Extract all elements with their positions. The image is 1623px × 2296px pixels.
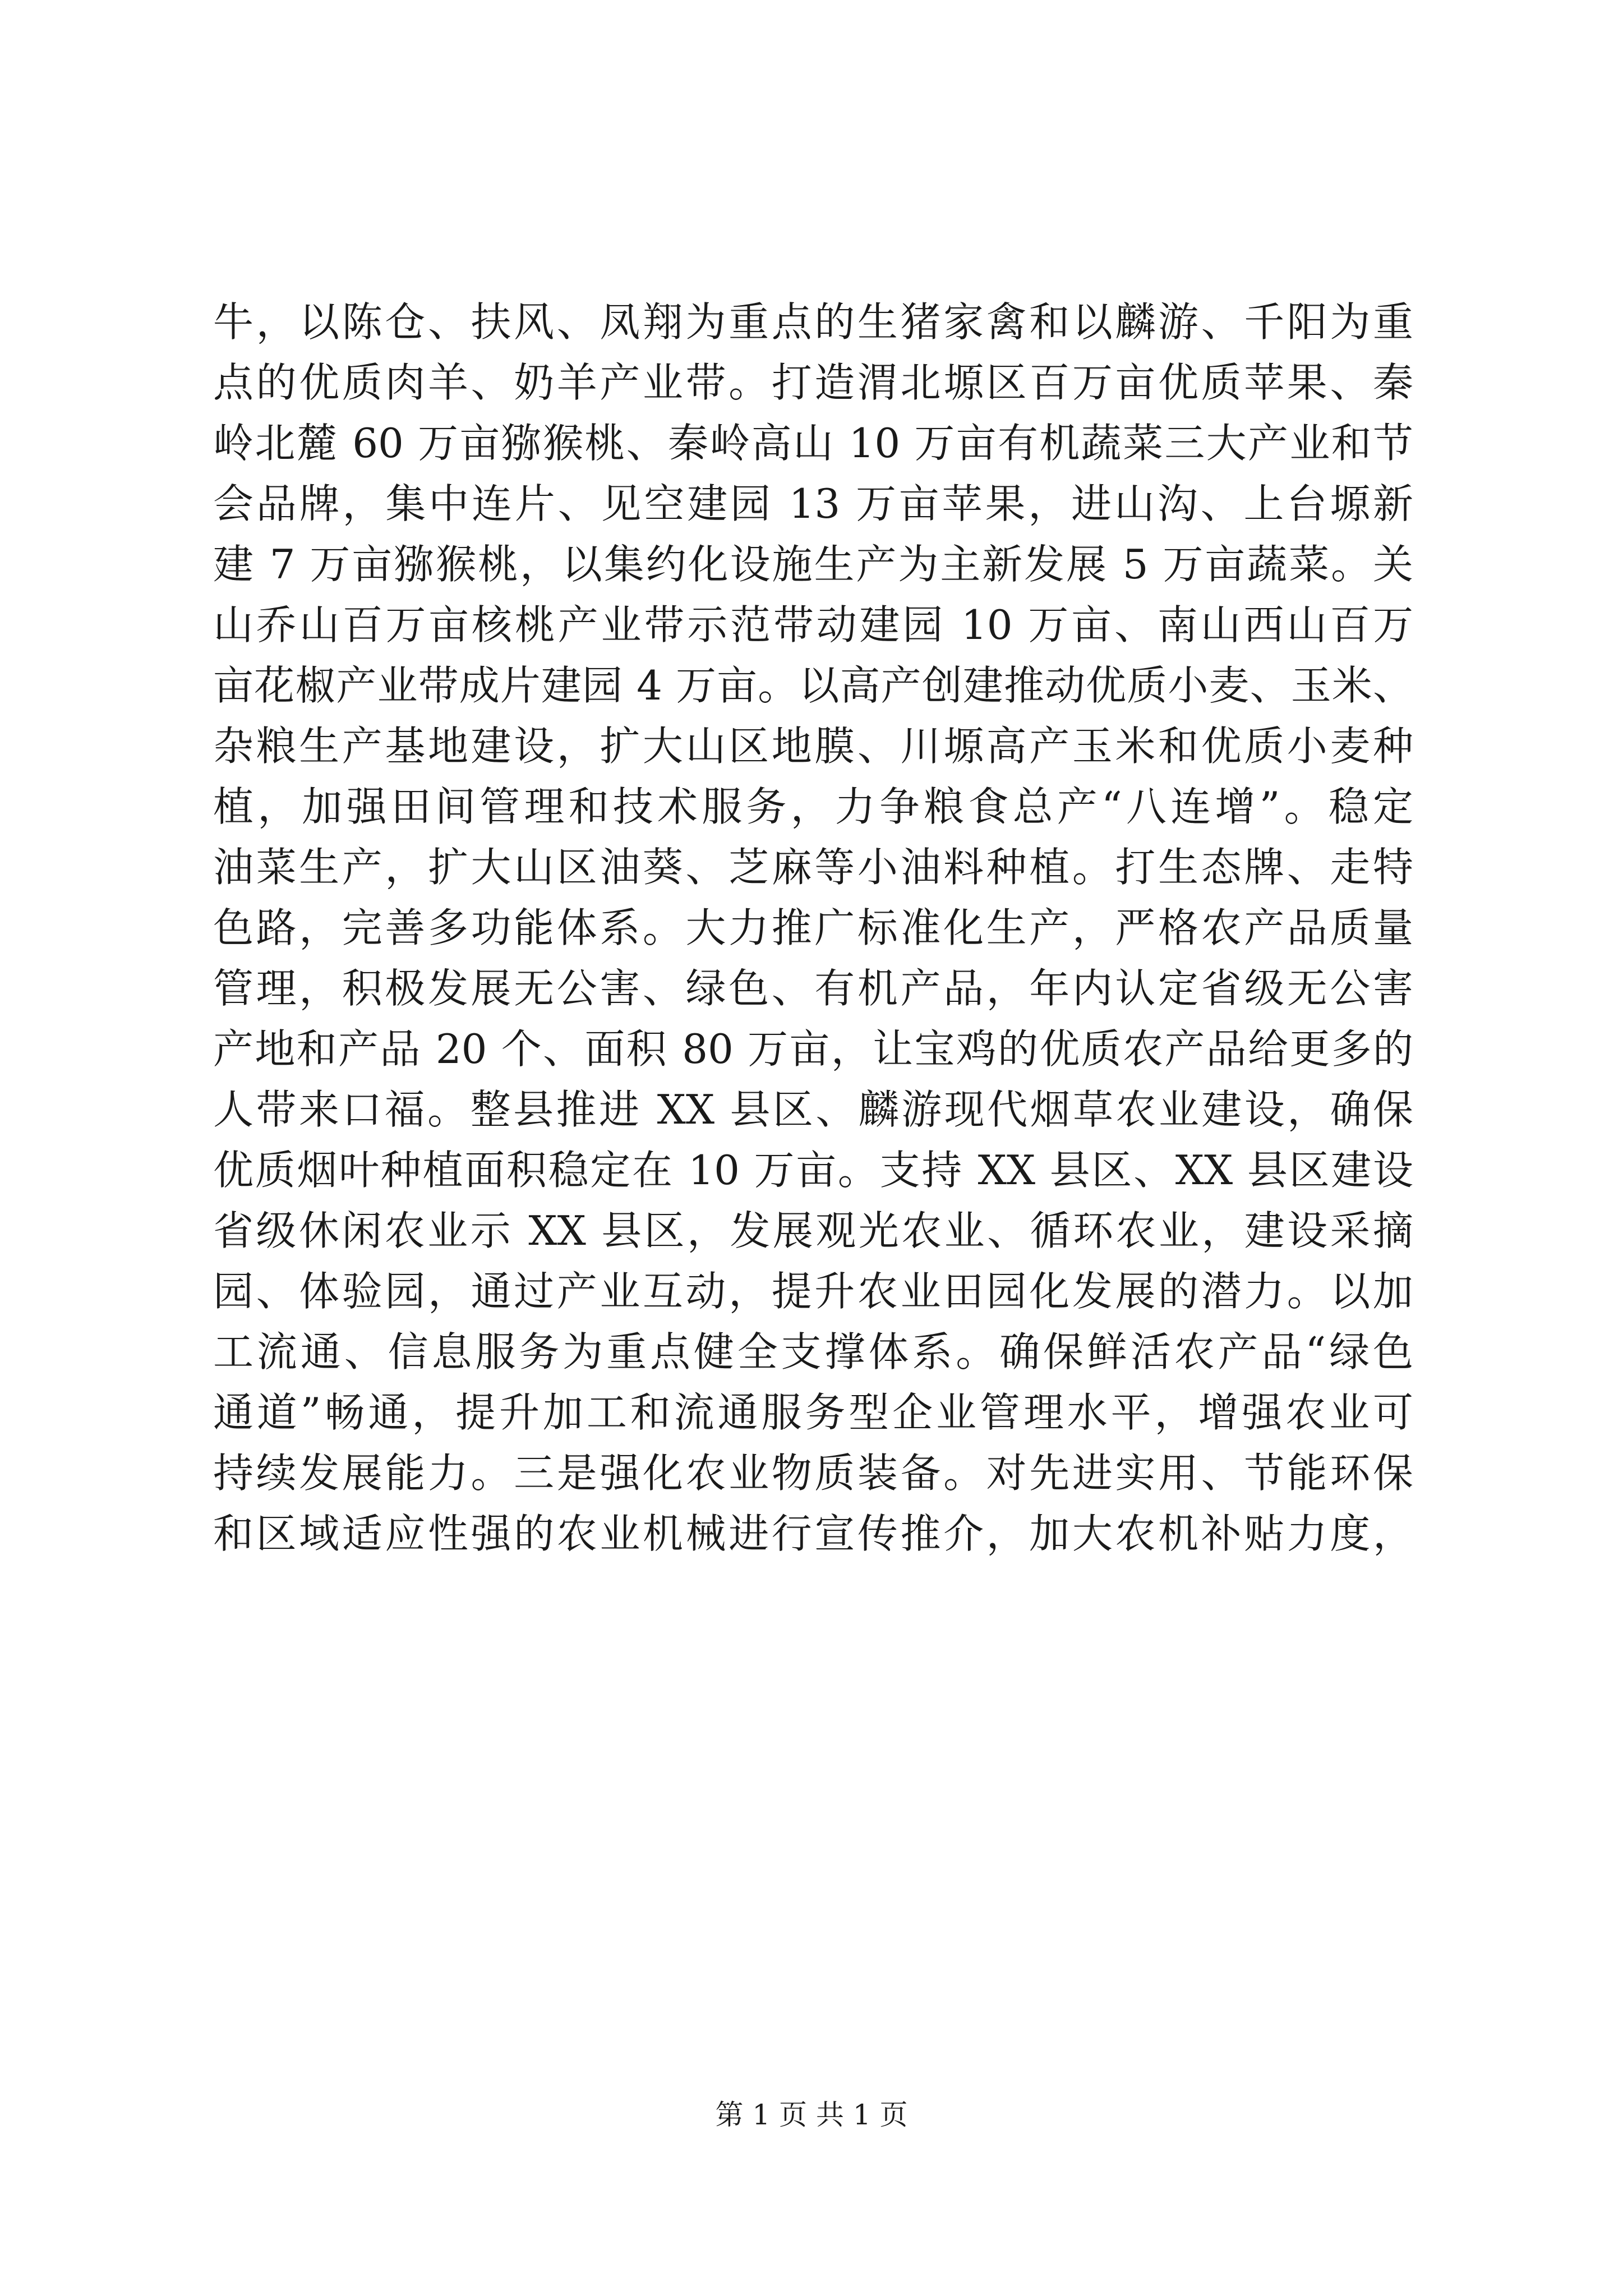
text-line: 色路，完善多功能体系。大力推广标准化生产，严格农产品质量 [213,904,1413,951]
text-line: 管理，积极发展无公害、绿色、有机产品，年内认定省级无公害 [213,965,1413,1012]
text-line: 人带来口福。整县推进 XX 县区、麟游现代烟草农业建设，确保 [213,1086,1413,1133]
text-line: 园、体验园，通过产业互动，提升农业田园化发展的潜力。以加 [213,1268,1413,1315]
text-line: 和区域适应性强的农业机械进行宣传推介，加大农机补贴力度， [213,1510,1413,1557]
page-number-label: 第 1 页 共 1 页 [715,2099,908,2131]
text-line: 持续发展能力。三是强化农业物质装备。对先进实用、节能环保 [213,1450,1413,1497]
text-line: 产地和产品 20 个、面积 80 万亩，让宝鸡的优质农产品给更多的 [213,1025,1413,1073]
text-line: 油菜生产，扩大山区油葵、芝麻等小油料种植。打生态牌、走特 [213,844,1413,891]
text-line: 通道”畅通，提升加工和流通服务型企业管理水平，增强农业可 [213,1389,1413,1436]
text-line: 工流通、信息服务为重点健全支撑体系。确保鲜活农产品“绿色 [213,1328,1413,1375]
text-line: 会品牌，集中连片、见空建园 13 万亩苹果，进山沟、上台塬新 [213,480,1413,527]
text-line: 亩花椒产业带成片建园 4 万亩。以高产创建推动优质小麦、玉米、 [213,662,1413,709]
text-line: 岭北麓 60 万亩猕猴桃、秦岭高山 10 万亩有机蔬菜三大产业和节 [213,420,1413,467]
text-line: 山乔山百万亩核桃产业带示范带动建园 10 万亩、南山西山百万 [213,601,1413,648]
text-line: 植，加强田间管理和技术服务，力争粮食总产“八连增”。稳定 [213,783,1413,830]
body-paragraph [213,292,1413,1564]
text-line: 省级休闲农业示 XX 县区，发展观光农业、循环农业，建设采摘 [213,1207,1413,1254]
text-line: 建 7 万亩猕猴桃，以集约化设施生产为主新发展 5 万亩蔬菜。关 [213,541,1413,588]
text-line: 点的优质肉羊、奶羊产业带。打造渭北塬区百万亩优质苹果、秦 [213,359,1413,406]
text-line: 杂粮生产基地建设，扩大山区地膜、川塬高产玉米和优质小麦种 [213,723,1413,770]
text-line: 牛，以陈仓、扶风、凤翔为重点的生猪家禽和以麟游、千阳为重 [213,298,1413,346]
text-line: 优质烟叶种植面积稳定在 10 万亩。支持 XX 县区、XX 县区建设 [213,1147,1413,1194]
page-footer [0,2095,1623,2134]
